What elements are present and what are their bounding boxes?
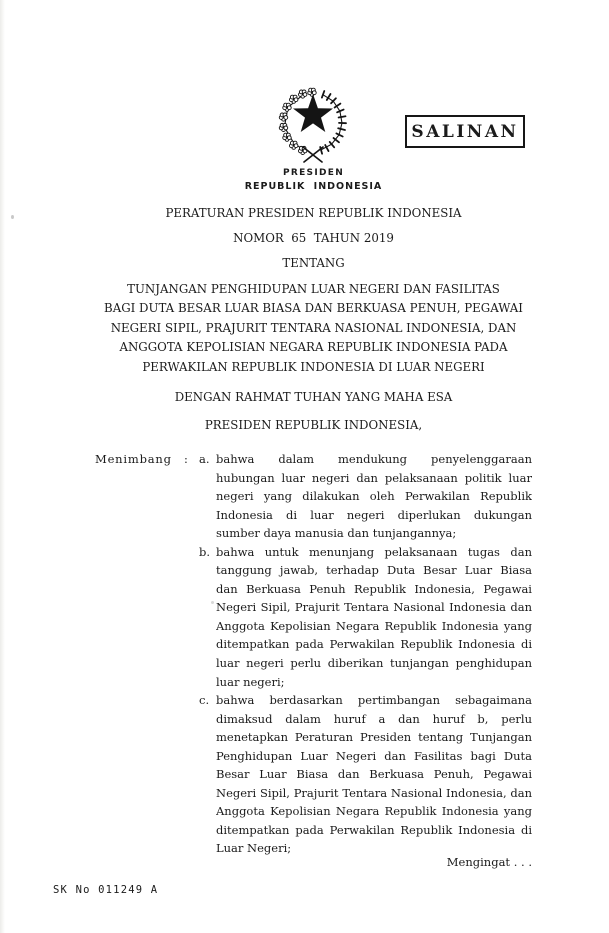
item-line: bahwa untuk menunjang pelaksanaan tugas dan (216, 544, 532, 559)
item-line: Anggota Kepolisian Negara Republik Indonesia yang (216, 618, 532, 633)
regulation-title-block (95, 201, 532, 276)
item-line: Indonesia di luar negeri diperlukan dukungan (216, 507, 532, 522)
authority-line: PRESIDEN REPUBLIK INDONESIA, (204, 418, 423, 432)
tentang-label: TENTANG (282, 255, 345, 270)
regulation-title: PERATURAN PRESIDEN REPUBLIK INDONESIA (165, 206, 462, 220)
item-line: ditempatkan pada Perwakilan Republik Indonesia di (216, 637, 532, 652)
salinan-stamp-label: SALINAN (411, 121, 519, 142)
scan-edge-shadow (0, 0, 5, 933)
considering-item-b (199, 543, 532, 691)
salinan-stamp (405, 115, 525, 148)
considering-label: Menimbang : (95, 450, 199, 872)
considering-item-c (199, 691, 532, 858)
considering-section (95, 450, 532, 872)
presidential-star-wreath-emblem-icon (273, 82, 353, 166)
regulation-subject (95, 280, 532, 377)
item-line: tanggung jawab, terhadap Duta Besar Luar Biasa (216, 563, 532, 578)
regulation-number: NOMOR 65 TAHUN 2019 (233, 230, 394, 245)
item-line: Luar Negeri; (216, 841, 292, 856)
item-line: bahwa berdasarkan pertimbangan sebagaimana (216, 693, 532, 708)
item-line: sumber daya manusia dan tunjangannya; (216, 526, 457, 541)
invocation-line: DENGAN RAHMAT TUHAN YANG MAHA ESA (174, 390, 453, 404)
rice-branch (320, 91, 346, 154)
sk-number: SK No 011249 A (53, 884, 159, 896)
considering-items (199, 450, 532, 872)
item-line: bahwa dalam mendukung penyelenggaraan (216, 452, 532, 466)
item-line: Besar Luar Biasa dan Berkuasa Penuh, Pegawai (216, 767, 532, 782)
subject-line: TUNJANGAN PENGHIDUPAN LUAR NEGERI DAN FASILITAS (127, 282, 500, 296)
subject-line: ANGGOTA KEPOLISIAN NEGARA REPUBLIK INDONESIA PADA (119, 340, 508, 355)
catchword-mengingat: Mengingat . . . (446, 855, 532, 870)
item-marker: a. (199, 452, 210, 466)
item-line: dimaksud dalam huruf a dan huruf b, perlu (216, 711, 532, 726)
item-line: Penghidupan Luar Negeri dan Fasilitas bagi Duta (216, 748, 532, 763)
letterhead (95, 169, 532, 192)
item-line: Anggota Kepolisian Negara Republik Indonesia yang (216, 804, 532, 819)
item-marker: b. (199, 544, 211, 559)
subject-line: BAGI DUTA BESAR LUAR BIASA DAN BERKUASA PENUH, PEGAWAI (104, 301, 523, 316)
letterhead-presiden: PRESIDEN (282, 168, 345, 178)
considering-item-a (199, 450, 532, 543)
item-line: luar negeri perlu diberikan tunjangan penghidupan (216, 656, 532, 671)
item-line: menetapkan Peraturan Presiden tentang Tunjangan (216, 730, 532, 745)
item-marker: c. (199, 693, 210, 708)
item-line: ditempatkan pada Perwakilan Republik Indonesia di (216, 822, 532, 837)
item-line: luar negeri; (216, 674, 285, 689)
subject-line: NEGERI SIPIL, PRAJURIT TENTARA NASIONAL INDONESIA, DAN (110, 320, 517, 335)
scan-speck (11, 215, 14, 219)
item-line: Negeri Sipil, Prajurit Tentara Nasional Indonesia dan (216, 600, 532, 615)
item-line: dan Berkuasa Penuh Republik Indonesia, Pegawai (216, 581, 532, 596)
letterhead-republik-indonesia: REPUBLIK INDONESIA (244, 181, 383, 192)
item-line: negeri yang dilakukan oleh Perwakilan Republik (216, 489, 532, 504)
crossed-stems (303, 147, 323, 162)
considering-colon: : (184, 452, 188, 466)
item-line: hubungan luar negeri dan pelaksanaan politik luar (216, 470, 532, 485)
subject-line: PERWAKILAN REPUBLIK INDONESIA DI LUAR NEGERI (142, 359, 485, 374)
item-line: Negeri Sipil, Prajurit Tentara Nasional Indonesia, dan (216, 785, 532, 800)
